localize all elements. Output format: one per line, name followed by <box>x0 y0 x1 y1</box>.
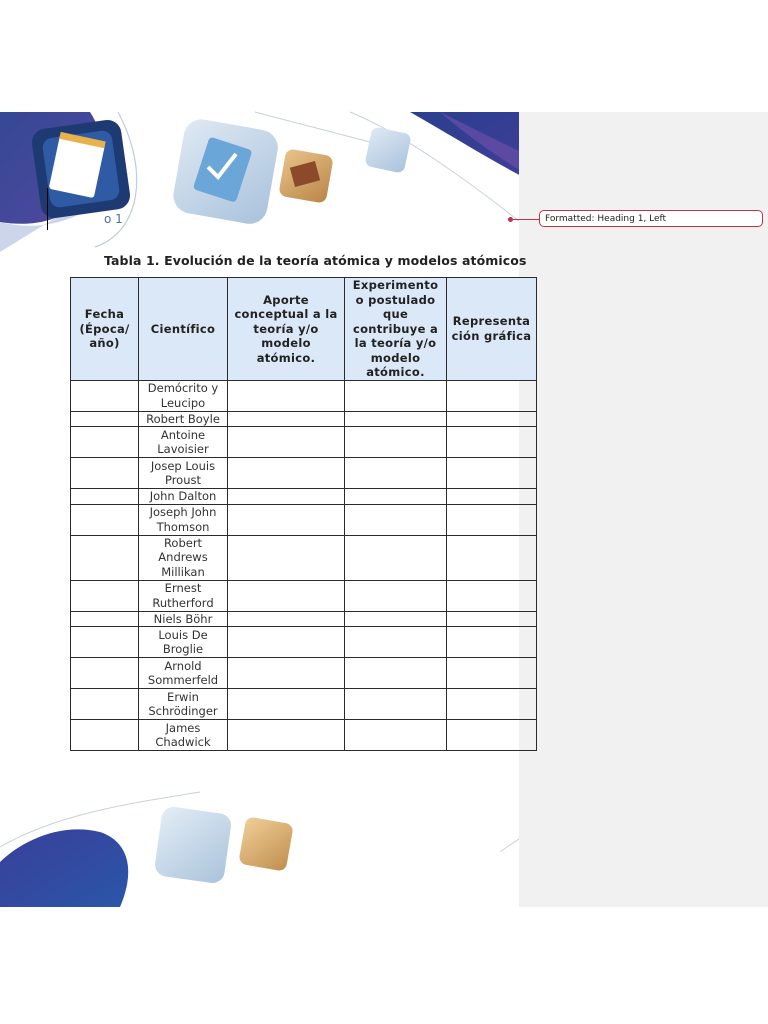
text-cursor <box>47 188 48 230</box>
cell-empty[interactable] <box>228 580 345 611</box>
cell-empty[interactable] <box>228 658 345 689</box>
table-header-row <box>71 278 537 381</box>
cell-empty[interactable] <box>447 611 537 627</box>
cell-empty[interactable] <box>345 535 447 580</box>
heading-fragment[interactable]: o 1 <box>104 212 123 226</box>
cell-empty[interactable] <box>345 627 447 658</box>
cell-empty[interactable] <box>71 458 139 489</box>
cell-empty[interactable] <box>228 411 345 427</box>
cell-empty[interactable] <box>345 658 447 689</box>
cell-cientifico[interactable]: Niels Böhr <box>139 611 228 627</box>
cell-empty[interactable] <box>447 720 537 751</box>
cell-cientifico[interactable]: Joseph John Thomson <box>139 504 228 535</box>
cell-empty[interactable] <box>345 611 447 627</box>
cell-empty[interactable] <box>228 611 345 627</box>
footer-banner-art <box>0 792 594 907</box>
cell-empty[interactable] <box>228 627 345 658</box>
cell-empty[interactable] <box>228 380 345 411</box>
cell-empty[interactable] <box>228 489 345 505</box>
cell-empty[interactable] <box>71 580 139 611</box>
cell-empty[interactable] <box>447 535 537 580</box>
cell-cientifico[interactable]: Antoine Lavoisier <box>139 427 228 458</box>
table-row <box>71 504 537 535</box>
table-row <box>71 535 537 580</box>
cell-empty[interactable] <box>345 380 447 411</box>
cell-empty[interactable] <box>345 427 447 458</box>
table-row <box>71 720 537 751</box>
header-representacion[interactable]: Representa ción gráfica <box>447 278 537 381</box>
table-row <box>71 611 537 627</box>
header-fecha[interactable]: Fecha (Época/ año) <box>71 278 139 381</box>
markup-pane <box>519 112 768 907</box>
cell-empty[interactable] <box>71 535 139 580</box>
cell-empty[interactable] <box>71 380 139 411</box>
cell-empty[interactable] <box>447 689 537 720</box>
table-row <box>71 411 537 427</box>
cell-cientifico[interactable]: Ernest Rutherford <box>139 580 228 611</box>
cell-cientifico[interactable]: James Chadwick <box>139 720 228 751</box>
atomic-models-table <box>70 277 537 751</box>
format-comment-balloon[interactable]: Formatted: Heading 1, Left <box>539 210 763 227</box>
cell-cientifico[interactable]: Erwin Schrödinger <box>139 689 228 720</box>
table-row <box>71 580 537 611</box>
cell-empty[interactable] <box>71 411 139 427</box>
cell-empty[interactable] <box>71 427 139 458</box>
cell-empty[interactable] <box>447 411 537 427</box>
table-row <box>71 380 537 411</box>
table-row <box>71 427 537 458</box>
table-row <box>71 689 537 720</box>
cell-empty[interactable] <box>345 489 447 505</box>
cell-empty[interactable] <box>71 504 139 535</box>
cell-empty[interactable] <box>447 504 537 535</box>
header-experimento[interactable]: Experimento o postulado que contribuye a la teoría y/o modelo atómico. <box>345 278 447 381</box>
table-row <box>71 458 537 489</box>
table-row <box>71 658 537 689</box>
cell-empty[interactable] <box>345 580 447 611</box>
table-caption[interactable]: Tabla 1. Evolución de la teoría atómica y modelos atómicos <box>104 253 527 268</box>
cell-empty[interactable] <box>447 489 537 505</box>
cell-empty[interactable] <box>345 411 447 427</box>
cell-empty[interactable] <box>71 720 139 751</box>
cell-cientifico[interactable]: Robert Andrews Millikan <box>139 535 228 580</box>
cell-cientifico[interactable]: Robert Boyle <box>139 411 228 427</box>
cell-empty[interactable] <box>447 458 537 489</box>
cell-empty[interactable] <box>447 580 537 611</box>
cell-empty[interactable] <box>228 427 345 458</box>
header-aporte[interactable]: Aporte conceptual a la teoría y/o modelo atómico. <box>228 278 345 381</box>
cell-empty[interactable] <box>228 689 345 720</box>
cell-empty[interactable] <box>345 689 447 720</box>
cell-empty[interactable] <box>447 658 537 689</box>
cell-empty[interactable] <box>228 458 345 489</box>
cell-empty[interactable] <box>447 627 537 658</box>
cell-empty[interactable] <box>71 658 139 689</box>
table-row <box>71 489 537 505</box>
cell-cientifico[interactable]: John Dalton <box>139 489 228 505</box>
cell-cientifico[interactable]: Arnold Sommerfeld <box>139 658 228 689</box>
cell-empty[interactable] <box>228 504 345 535</box>
cell-empty[interactable] <box>345 504 447 535</box>
cell-cientifico[interactable]: Josep Louis Proust <box>139 458 228 489</box>
cell-empty[interactable] <box>447 380 537 411</box>
comment-connector <box>510 219 539 220</box>
cell-empty[interactable] <box>345 458 447 489</box>
cell-empty[interactable] <box>71 627 139 658</box>
table-row <box>71 627 537 658</box>
cell-cientifico[interactable]: Louis De Broglie <box>139 627 228 658</box>
cell-empty[interactable] <box>71 489 139 505</box>
cell-cientifico[interactable]: Demócrito y Leucipo <box>139 380 228 411</box>
cell-empty[interactable] <box>228 535 345 580</box>
cell-empty[interactable] <box>71 611 139 627</box>
cell-empty[interactable] <box>447 427 537 458</box>
cell-empty[interactable] <box>345 720 447 751</box>
cell-empty[interactable] <box>228 720 345 751</box>
cell-empty[interactable] <box>71 689 139 720</box>
header-cientifico[interactable]: Científico <box>139 278 228 381</box>
